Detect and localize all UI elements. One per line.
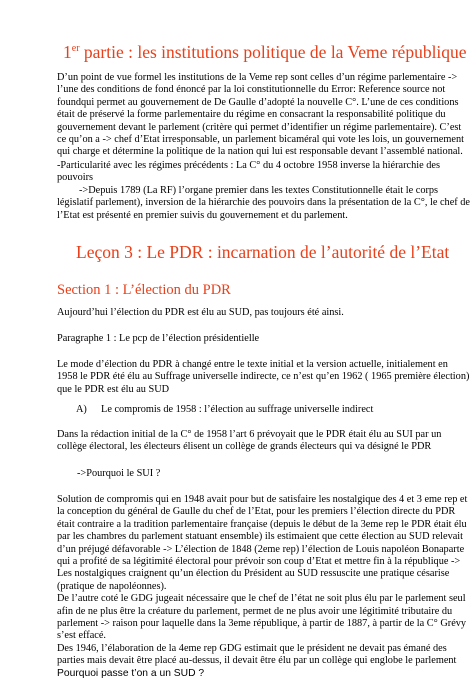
text-line: était contraire a la tradition parlementaire française (depuis le début de la 3eme rep le PDR était élu xyxy=(57,518,467,530)
text-line: Aujourd’hui l’élection du PDR est élu au SUD, pas toujours été ainsi. xyxy=(57,307,344,318)
title-prefix: 1 xyxy=(63,42,72,62)
lesson-title: Leçon 3 : Le PDR : incarnation de l’autorité de l’Etat xyxy=(76,242,450,262)
text-line: était de préservé la forme parlementaire du régime en consacrant la responsabilité politique du xyxy=(57,109,446,121)
text-line: ->Depuis 1789 (La RF) l’organe premier dans les textes Constitutionnelle était le corps xyxy=(79,184,439,196)
text-line: par les chambres du parlement statuant ensemble) ils estimaient que cette élection au SUD relevait xyxy=(57,531,464,543)
text-line: que le PDR est élu au SUD xyxy=(57,383,170,395)
text-line: Les nostalgiques craignent qu’un élection du Président au SUD ressuscite une pratique césarise xyxy=(57,568,450,580)
text-line: D’un point de vue formel les institutions de la Veme rep sont celles d’un régime parlementaire -> xyxy=(57,72,458,83)
mode-election-paragraph xyxy=(57,359,470,396)
text-line: ce qu’on a -> chef d’Etat irresponsable, un parlement bicaméral qui vote les lois, un gouvernement xyxy=(57,134,464,146)
text-line: s’est effacé. xyxy=(57,630,106,642)
text-line: -Particularité avec les régimes précédents : La C° du 4 octobre 1958 inverse la hiérarchie des xyxy=(57,160,440,171)
text-line: De l’autre coté le GDG jugeait nécessaire que le chef de l’état ne soit plus élu par le parlement seul xyxy=(57,593,466,605)
redaction-paragraph xyxy=(57,429,442,454)
text-line: l’une des conditions de fond énoncé par la loi constitutionnelle du Error: Reference source not xyxy=(57,84,446,96)
text-line: afin de ne plus être la créature du parlement, permet de ne plus avoir une légitimité tributaire du xyxy=(57,605,453,617)
page-title xyxy=(63,42,467,63)
text-line: qui a profité de sa légitimité électoral pour prévoir son coup d’Etat et mettre fin à la république -> xyxy=(57,556,461,568)
text-line: d’un préjugé défavorable -> L’élection de 1848 (2eme rep) l’élection de Louis napoléon Bonaparte xyxy=(57,543,465,555)
intro-paragraph xyxy=(57,72,464,159)
text-line: 1958 le PDR été élu au Suffrage universelle indirecte, ce n’est qu’en 1962 ( 1965 première élection) xyxy=(57,371,470,383)
text-line: foundqui permet au gouvernement de De Gaulle d’adopté la nouvelle C°. L’une de ces conditions xyxy=(57,96,459,108)
list-item xyxy=(76,404,373,416)
text-line: législatif parlement), inversion de la hiérarchie des pouvoirs dans la présentation de la C°, le chef de xyxy=(57,197,470,209)
text-line: parlement -> raison pour laquelle dans la 3eme république, à partir de 1887, à partir de la C° Grévy xyxy=(57,618,467,630)
text-line: Pourquoi passe t’on a un SUD ? xyxy=(57,667,205,679)
text-line: pouvoirs xyxy=(57,172,94,184)
text-line: la conception du général de Gaulle du chef de l’Etat, pour les premiers l’élection directe du PDR xyxy=(57,506,456,518)
title-text: partie : les institutions politique de la Veme république xyxy=(79,42,467,62)
text-line: parties mais devait être placé au-dessus, il devait être élu par un collège qui englobe le parlement xyxy=(57,655,457,667)
title-superscript: er xyxy=(71,43,80,55)
question-line: ->Pourquoi le SUI ? xyxy=(77,468,161,479)
list-marker: A) xyxy=(76,404,87,415)
text-line: l’Etat est présenté en premier suivis du gouvernement et du parlement. xyxy=(57,209,348,221)
text-line: Solution de compromis qui en 1948 avait pour but de satisfaire les nostalgique des 4 et 3 eme rep et xyxy=(57,494,468,505)
solution-paragraph xyxy=(57,494,468,680)
section-title: Section 1 : L’élection du PDR xyxy=(57,282,231,298)
text-line: collège électoral, les électeurs élisent un collège de grands électeurs qui va désigné le PDR xyxy=(57,441,432,453)
text-line: Des 1946, l’élaboration de la 4eme rep GDG estimait que le président ne devait pas émané des xyxy=(57,642,447,654)
text-line: qui charge et détermine la politique de la nation qui lui est responsable devant l’assemblé national. xyxy=(57,146,463,158)
text-line: (pratique de napoléonnes). xyxy=(57,580,167,592)
paragraph-heading: Paragraphe 1 : Le pcp de l’élection présidentielle xyxy=(57,333,260,344)
text-line: Le mode d’élection du PDR à changé entre le texte initial et la version actuelle, initialement en xyxy=(57,359,448,370)
list-item-text: Le compromis de 1958 : l’élection au suffrage universelle indirect xyxy=(101,404,374,415)
particularite-paragraph xyxy=(57,160,470,222)
text-line: Dans la rédaction initial de la C° de 1958 l’art 6 prévoyait que le PDR était élu au SUI par un xyxy=(57,429,442,440)
text-line: gouvernement devant le parlement (critère qui permet d’identifier un régime parlementaire). C’est xyxy=(57,121,462,133)
